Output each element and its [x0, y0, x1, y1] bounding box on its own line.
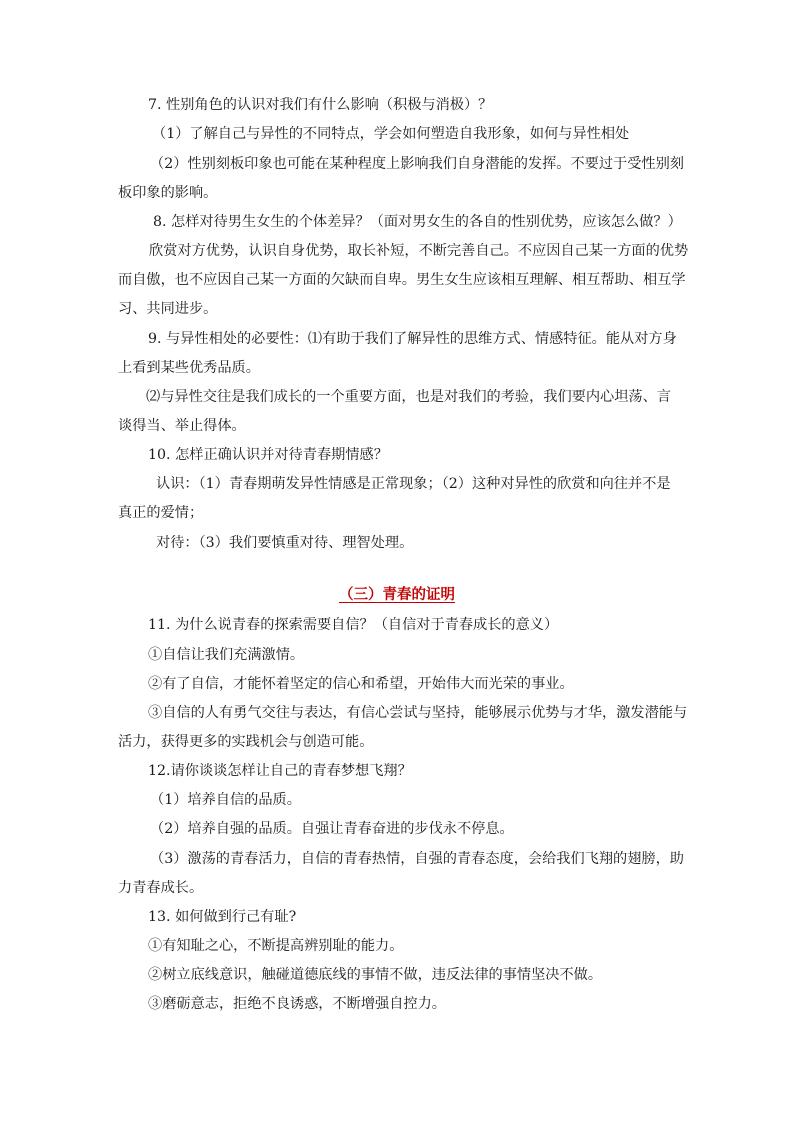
answer-line: （2）性别刻板印象也可能在某种程度上影响我们自身潜能的发挥。不要过于受性别刻 [150, 156, 684, 172]
section-heading: （三）青春的证明 [339, 586, 455, 603]
answer-line: 活力，获得更多的实践机会与创造可能。 [118, 734, 374, 750]
question-10: 10. 怎样正确认识并对待青春期情感？ [148, 447, 388, 463]
answer-line: 认识：（1）青春期萌发异性情感是正常现象；（2）这种对异性的欣赏和向往并不是 [156, 476, 671, 492]
answer-line: 真正的爱情； [118, 505, 204, 521]
answer-line: （1）了解自己与异性的不同特点，学会如何塑造自我形象，如何与异性相处 [152, 126, 630, 142]
answer-line: ②树立底线意识，触碰道德底线的事情不做，违反法律的事情坚决不做。 [148, 967, 603, 983]
question-12: 12.请你谈谈怎样让自己的青春梦想飞翔？ [148, 763, 412, 779]
answer-line: 习、共同进步。 [118, 301, 218, 317]
answer-line: （1）培养自信的品质。 [150, 792, 301, 808]
answer-line: ③磨砺意志，拒绝不良诱惑，不断增强自控力。 [148, 996, 446, 1012]
question-8: 8. 怎样对待男生女生的个体差异？（面对男女生的各自的性别优势，应该怎么做？） [153, 214, 682, 230]
answer-line: 板印象的影响。 [118, 185, 218, 201]
question-9: 9. 与异性相处的必要性：⑴有助于我们了解异性的思维方式、情感特征。能从对方身 [148, 331, 677, 347]
answer-line: （2）培养自强的品质。自强让青春奋进的步伐永不停息。 [150, 821, 514, 837]
question-13: 13. 如何做到行己有耻? [148, 909, 297, 925]
answer-line: 上看到某些优秀品质。 [118, 360, 260, 376]
answer-line: 对待：（3）我们要慎重对待、理智处理。 [156, 535, 414, 551]
answer-line: 谈得当、举止得体。 [118, 418, 246, 434]
answer-line: 力青春成长。 [118, 880, 204, 896]
answer-line: 而自傲，也不应因自己某一方面的欠缺而自卑。男生女生应该相互理解、相互帮助、相互学 [118, 272, 686, 288]
answer-line: （3）激荡的青春活力，自信的青春热情，自强的青春态度，会给我们飞翔的翅膀，助 [150, 851, 684, 867]
question-11: 11. 为什么说青春的探索需要自信？（自信对于青春成长的意义） [148, 617, 559, 633]
question-7: 7. 性别角色的认识对我们有什么影响（积极与消极）？ [148, 97, 493, 113]
answer-line: ⑵与异性交往是我们成长的一个重要方面，也是对我们的考验，我们要内心坦荡、言 [146, 389, 671, 405]
answer-line: 欣赏对方优势，认识自身优势，取长补短，不断完善自己。不应因自己某一方面的优势 [149, 243, 689, 259]
answer-line: ②有了自信，才能怀着坚定的信心和希望，开始伟大而光荣的事业。 [148, 676, 574, 692]
answer-line: ③自信的人有勇气交往与表达，有信心尝试与坚持，能够展示优势与才华，激发潜能与 [148, 705, 688, 721]
answer-line: ①有知耻之心，不断提高辨别耻的能力。 [148, 938, 404, 954]
answer-line: ①自信让我们充满激情。 [148, 647, 305, 663]
